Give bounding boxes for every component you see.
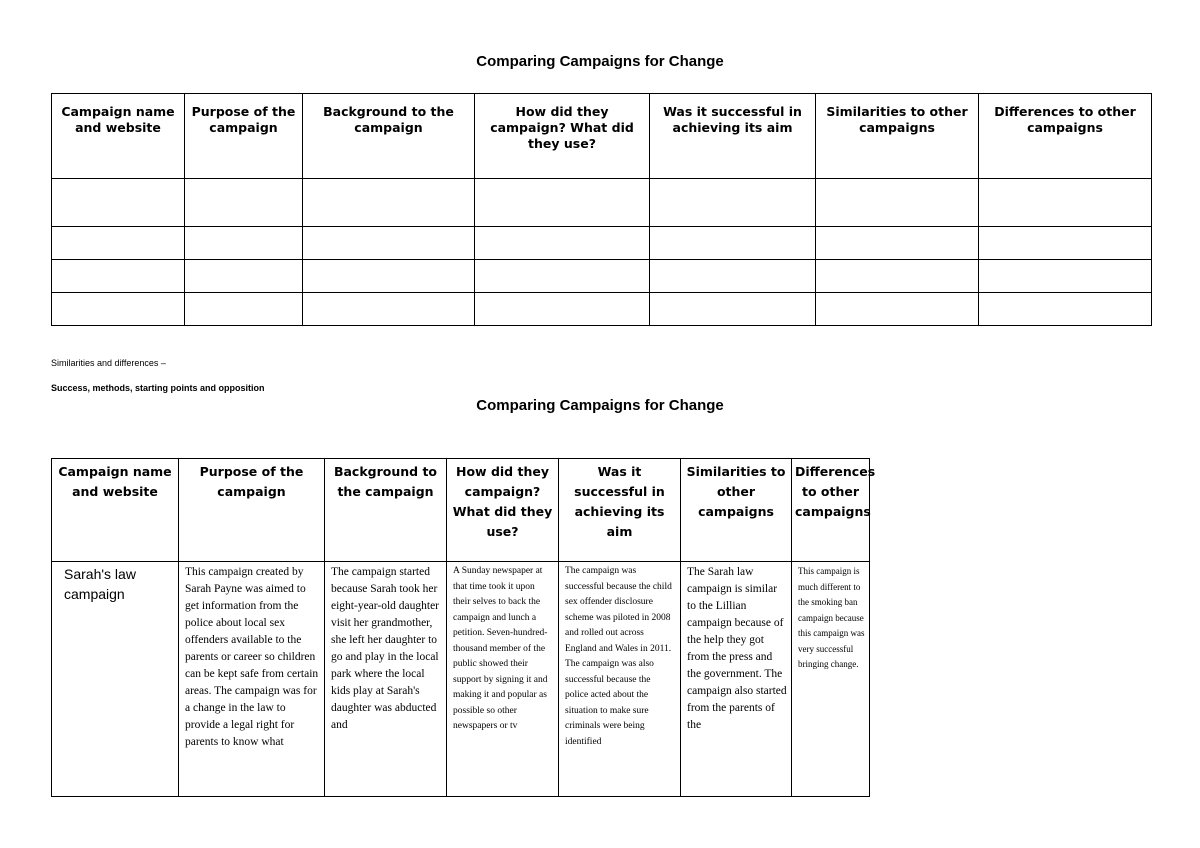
cell-text: The campaign started because Sarah took her eight-year-old daughter visit her grandmother, she left her daughter to go and play in the local park where the local kids play at Sarah's daughter was abducted and [331,566,440,731]
empty-cell[interactable] [52,293,185,326]
header-cell: How did they campaign? What did they use? [447,459,559,562]
empty-cell[interactable] [52,260,185,293]
cell-text: The campaign was successful because the child sex offender disclosure scheme was piloted in 2008 and rolled out across England and Wales in 2011. The campaign was also successful because the police acted about the situation to make sure criminals were being identified [565,566,672,747]
empty-cell[interactable] [650,260,816,293]
cell-differences [792,562,870,797]
table-row [52,293,1152,326]
empty-cell[interactable] [650,293,816,326]
empty-cell[interactable] [650,179,816,227]
empty-cell[interactable] [52,179,185,227]
table-row [52,227,1152,260]
empty-cell[interactable] [816,179,979,227]
empty-cell[interactable] [303,227,475,260]
comparison-table-filled [51,458,876,797]
header-cell: Campaign name and website [52,459,179,562]
cell-text: The Sarah law campaign is similar to the Lillian campaign because of the help they got from the press and the government. The campaign also started from the parents of the [687,566,787,731]
empty-cell[interactable] [816,227,979,260]
empty-cell[interactable] [52,227,185,260]
cell-success [559,562,681,797]
header-cell: Similarities to other campaigns [681,459,792,562]
header-cell: Background to the campaign [325,459,447,562]
empty-cell[interactable] [979,260,1152,293]
empty-cell[interactable] [650,227,816,260]
empty-cell[interactable] [816,260,979,293]
table-header-row [52,94,1152,179]
header-cell: Purpose of the campaign [179,459,325,562]
cell-text: This campaign created by Sarah Payne was aimed to get information from the police about local sex offenders available to the parents or career so children can be kept safe from certain areas. The campaign was for a change in the law to provide a legal right for parents to know what [185,566,319,748]
note-success: Success, methods, starting points and opposition [51,383,265,393]
table-row [52,260,1152,293]
cell-text: This campaign is much different to the smoking ban campaign because this campaign was very successful bringing change. [798,566,865,669]
table-row [52,562,870,797]
cell-similarities [681,562,792,797]
empty-cell[interactable] [475,227,650,260]
header-cell: Differences to other campaigns [979,94,1152,179]
comparison-table-blank [51,93,1152,326]
empty-cell[interactable] [303,260,475,293]
empty-cell[interactable] [979,179,1152,227]
table-row [52,179,1152,227]
header-cell: Campaign name and website [52,94,185,179]
empty-cell[interactable] [185,179,303,227]
empty-cell[interactable] [979,227,1152,260]
header-cell: Was it successful in achieving its aim [650,94,816,179]
empty-cell[interactable] [185,293,303,326]
header-cell: Purpose of the campaign [185,94,303,179]
cell-methods [447,562,559,797]
cell-background [325,562,447,797]
page-title-bottom: Comparing Campaigns for Change [476,397,724,414]
cell-text: Sarah's law campaign [64,566,136,602]
empty-cell[interactable] [185,227,303,260]
page-title-top: Comparing Campaigns for Change [476,53,724,70]
note-similarities: Similarities and differences – [51,358,166,368]
empty-cell[interactable] [475,179,650,227]
empty-cell[interactable] [979,293,1152,326]
header-cell: Was it successful in achieving its aim [559,459,681,562]
empty-cell[interactable] [185,260,303,293]
header-cell: How did they campaign? What did they use? [475,94,650,179]
empty-cell[interactable] [816,293,979,326]
empty-cell[interactable] [303,293,475,326]
empty-cell[interactable] [303,179,475,227]
header-cell: Background to the campaign [303,94,475,179]
cell-text: A Sunday newspaper at that time took it upon their selves to back the campaign and lunch a petition. Seven-hundred-thousand member of the public showed their support by signing it and making it and popular as possible so other newspapers or tv [453,566,548,731]
empty-cell[interactable] [475,260,650,293]
table-header-row [52,459,870,562]
header-cell: Differences to other campaigns [792,459,870,562]
empty-cell[interactable] [475,293,650,326]
header-cell: Similarities to other campaigns [816,94,979,179]
cell-campaign-name [52,562,179,797]
cell-purpose [179,562,325,797]
